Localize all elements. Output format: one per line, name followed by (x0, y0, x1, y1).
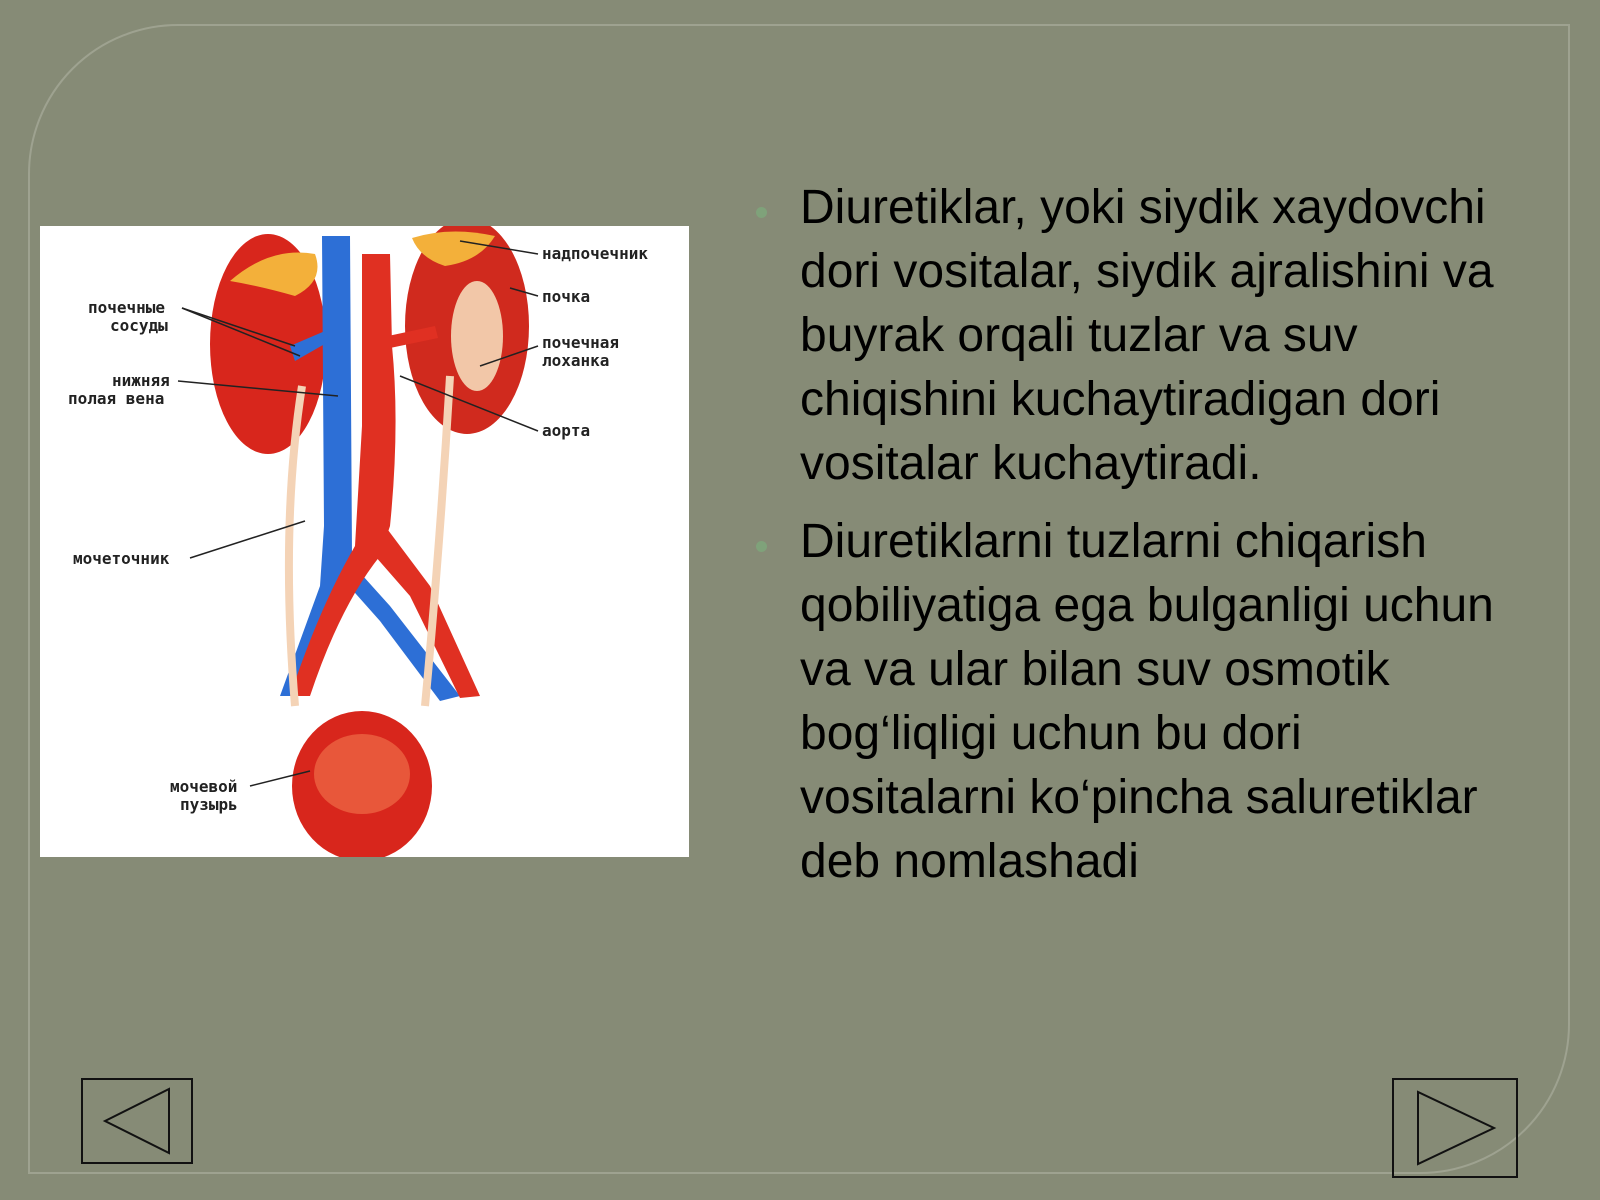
bullet-item (752, 176, 1512, 496)
bullet-text: Diuretiklarni tuzlarni chiqarish qobiliyatiga ega bulganligi uchun va va ular bilan suv osmotik bog‘liqligi uchun bu dori vositalarni ko‘pincha saluretiklar deb nomlashadi (800, 515, 1494, 888)
label-adrenal: надпочечник (542, 244, 648, 263)
label-bladder-1: мочевой (170, 777, 238, 796)
label-vena-1: нижняя (112, 371, 170, 390)
bullet-dot-icon (756, 541, 767, 552)
label-kidney: почка (542, 287, 591, 306)
label-pelvis-2: лоханка (542, 351, 610, 370)
triangle-left-icon (83, 1080, 191, 1162)
urinary-system-figure (40, 226, 689, 857)
next-slide-button[interactable] (1392, 1078, 1518, 1178)
label-ureter: мочеточник (73, 549, 170, 568)
prev-slide-button[interactable] (81, 1078, 193, 1164)
label-vessels-2: сосуды (110, 316, 168, 335)
slide-content (752, 176, 1512, 908)
label-vena-2: полая вена (68, 389, 165, 408)
bullet-item (752, 510, 1512, 894)
label-bladder-2: пузырь (180, 795, 238, 814)
label-vessels-1: почечные (88, 298, 166, 317)
label-aorta: аорта (542, 421, 591, 440)
bullet-text: Diuretiklar, yoki siydik xaydovchi dori vositalar, siydik ajralishini va buyrak orqali tuzlar va suv chiqishini kuchaytiradigan dori vositalar kuchaytiradi. (800, 181, 1494, 490)
bullet-dot-icon (756, 207, 767, 218)
label-pelvis-1: почечная (542, 333, 620, 352)
triangle-right-icon (1394, 1080, 1516, 1176)
